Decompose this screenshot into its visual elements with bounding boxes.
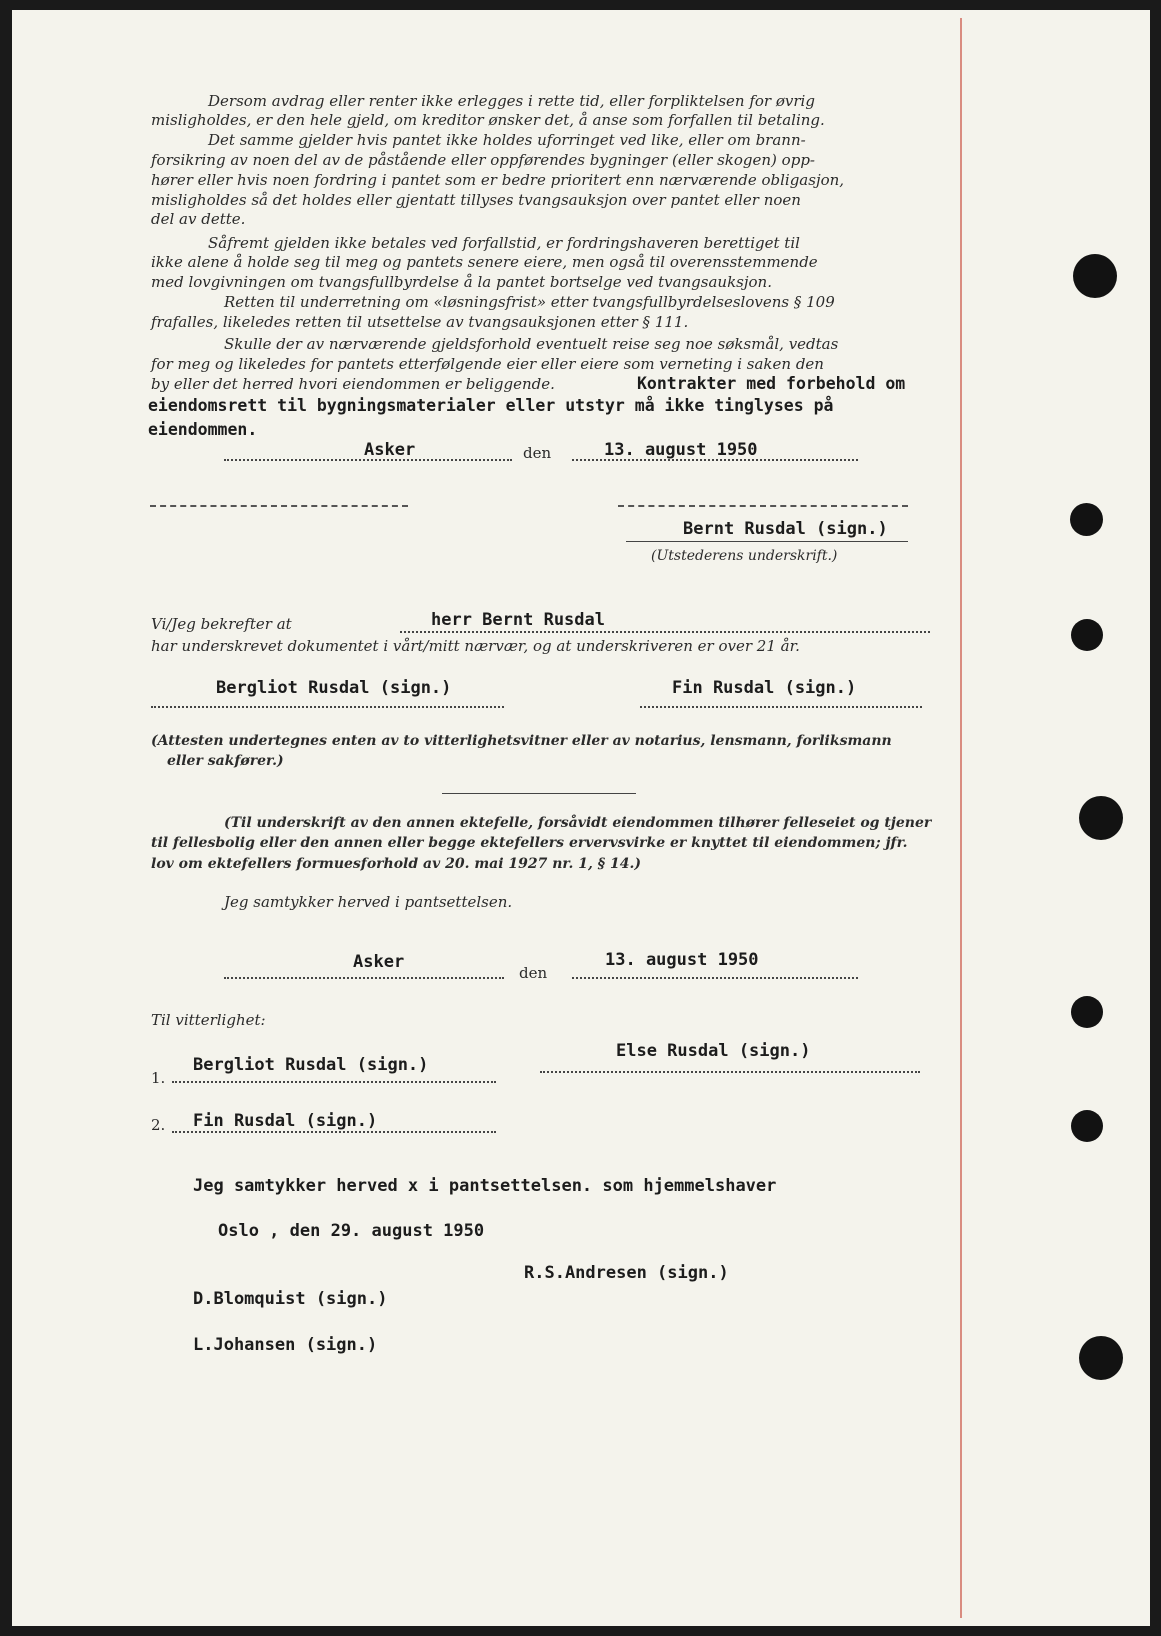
punch-hole [1071, 619, 1103, 651]
spouse-place: Asker [353, 952, 405, 972]
owner-consent-place-date: Oslo , den 29. august 1950 [218, 1221, 485, 1241]
confirm-name: herr Bernt Rusdal [431, 610, 605, 630]
clause-line: by eller det herred hvori eiendommen er beliggende. [151, 375, 555, 393]
place-dotted-line [224, 977, 504, 979]
den-label: den [519, 964, 548, 982]
punch-hole [1079, 1336, 1123, 1380]
spouse-dotted-line [540, 1071, 920, 1073]
margin-rule [960, 18, 962, 1618]
vitterlighet-witness-2: Fin Rusdal (sign.) [193, 1111, 378, 1131]
attest-note: eller sakfører.) [167, 753, 284, 769]
clause-line: frafalles, likeledes retten til utsettelse av tvangsauksjonen etter § 111. [151, 313, 689, 331]
clause-line: Såfremt gjelden ikke betales ved forfallstid, er fordringshaveren berettiget til [208, 234, 800, 252]
issue-date: 13. august 1950 [604, 440, 758, 460]
clause-line: misligholdes så det holdes eller gjentatt tillyses tvangsauksjon over pantet eller noen [151, 191, 801, 209]
typed-addendum: eiendommen. [148, 420, 258, 439]
spouse-note: (Til underskrift av den annen ektefelle, forsåvidt eiendommen tilhører felleseiet og tjener [224, 815, 932, 831]
confirm-dotted-line [400, 631, 930, 633]
dashed-rule [618, 505, 908, 507]
clause-line: Retten til underretning om «løsningsfrist» etter tvangsfullbyrdelseslovens § 109 [224, 293, 835, 311]
clause-line: for meg og likeledes for pantets etterfølgende eier eller eiere som verneting i saken den [151, 355, 824, 373]
witness-signature-1: Bergliot Rusdal (sign.) [216, 678, 452, 698]
clause-line: Det samme gjelder hvis pantet ikke holdes uforringet ved like, eller om brann- [208, 131, 806, 149]
clause-line: Skulle der av nærværende gjeldsforhold eventuelt reise seg noe søksmål, vedtas [224, 335, 839, 353]
punch-hole [1073, 254, 1117, 298]
owner-signature: R.S.Andresen (sign.) [524, 1263, 729, 1283]
spouse-note: til fellesbolig eller den annen eller begge ektefellers ervervsvirke er knyttet til eiendommen; jfr. [151, 835, 908, 851]
witness-number-2: 2. [151, 1116, 166, 1134]
spouse-note: lov om ektefellers formuesforhold av 20. mai 1927 nr. 1, § 14.) [151, 856, 641, 872]
dashed-rule [150, 505, 408, 507]
date-dotted-line [572, 977, 858, 979]
issue-place: Asker [364, 440, 416, 460]
confirm-prefix: Vi/Jeg bekrefter at [151, 615, 292, 633]
spouse-signature: Else Rusdal (sign.) [616, 1041, 811, 1061]
punch-hole [1071, 996, 1103, 1028]
owner-consent-line: Jeg samtykker herved x i pantsettelsen. som hjemmelshaver [193, 1176, 777, 1196]
witness-dotted-line [172, 1131, 496, 1133]
clause-line: misligholdes, er den hele gjeld, om kreditor ønsker det, å anse som forfallen til betaling. [151, 111, 825, 129]
witness-number-1: 1. [151, 1069, 166, 1087]
clause-line: med lovgivningen om tvangsfullbyrdelse å la pantet bortselge ved tvangsauksjon. [151, 273, 772, 291]
witness-dotted-line [640, 706, 922, 708]
clause-line: forsikring av noen del av de påstående eller oppførendes bygninger (eller skogen) opp- [151, 151, 815, 169]
spouse-consent: Jeg samtykker herved i pantsettelsen. [224, 893, 513, 911]
confirm-line2: har underskrevet dokumentet i vårt/mitt nærvær, og at underskriveren er over 21 år. [151, 637, 800, 655]
punch-hole [1071, 1110, 1103, 1142]
issuer-signature: Bernt Rusdal (sign.) [683, 519, 888, 539]
issuer-caption: (Utstederens underskrift.) [651, 548, 838, 564]
signature-line [626, 541, 908, 542]
attest-note: (Attesten undertegnes enten av to vitterlighetsvitner eller av notarius, lensmann, forliksmann [151, 733, 892, 749]
spouse-date: 13. august 1950 [605, 950, 759, 970]
punch-hole [1070, 503, 1103, 536]
witness-dotted-line [172, 1081, 496, 1083]
punch-hole [1079, 796, 1123, 840]
clause-line: Dersom avdrag eller renter ikke erlegges i rette tid, eller forpliktelsen for øvrig [208, 92, 815, 110]
witness-signature-2: Fin Rusdal (sign.) [672, 678, 857, 698]
separator-line [442, 793, 636, 794]
vitterlighet-witness-1: Bergliot Rusdal (sign.) [193, 1055, 429, 1075]
den-label: den [523, 444, 552, 462]
clause-line: ikke alene å holde seg til meg og pantets senere eiere, men også til overensstemmende [151, 253, 818, 271]
til-vitterlighet: Til vitterlighet: [151, 1011, 266, 1029]
owner-witness-1: D.Blomquist (sign.) [193, 1289, 388, 1309]
witness-dotted-line [151, 706, 504, 708]
typed-addendum: eiendomsrett til bygningsmaterialer eller utstyr må ikke tinglyses på [148, 396, 834, 415]
clause-line: del av dette. [151, 210, 246, 228]
typed-addendum: Kontrakter med forbehold om [637, 374, 906, 393]
clause-line: hører eller hvis noen fordring i pantet som er bedre prioritert enn nærværende obligasjon, [151, 171, 845, 189]
owner-witness-2: L.Johansen (sign.) [193, 1335, 378, 1355]
